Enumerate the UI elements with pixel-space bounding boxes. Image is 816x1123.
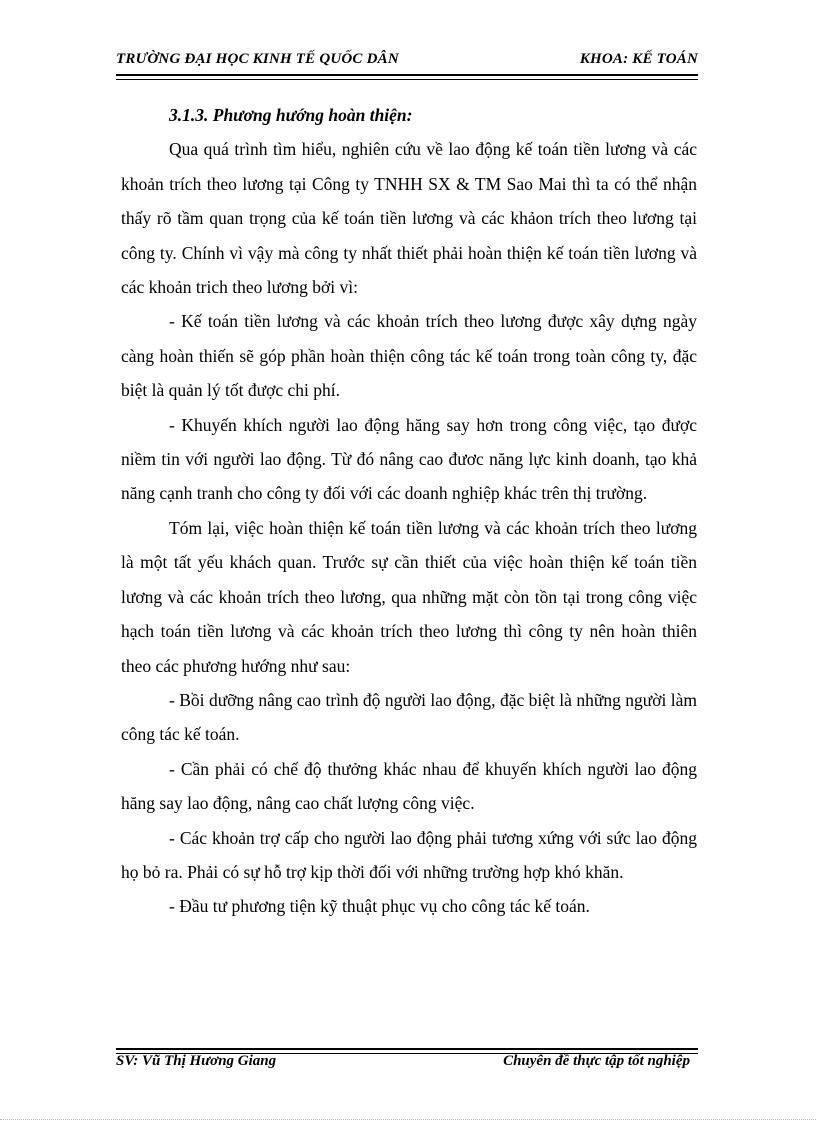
footer-student-name: SV: Vũ Thị Hương Giang [116,1053,277,1069]
bullet-item-2: - Khuyến khích người lao động hăng say hơn trong công việc, tạo được niềm tin với người lao động. Từ đó nâng cao đươc năng lực kinh doanh, tạo khả năng cạnh tranh cho công ty đối với các doanh nghiệp khác trên thị trường. [121,414,697,504]
page-bottom-edge [0,1119,816,1120]
bullet-item-3: - Bồi dưỡng nâng cao trình độ người lao động, đặc biệt là những người làm công tác kế toán. [121,689,697,745]
bullet-item-4: - Cần phải có chế độ thưởng khác nhau để khuyến khích người lao động hăng say lao động, nâng cao chất lượng công việc. [121,758,697,814]
header-university: TRƯỜNG ĐẠI HỌC KINH TẾ QUỐC DÂN [116,51,399,67]
section-title: 3.1.3. Phương hướng hoàn thiện: [169,105,413,125]
page-header [116,51,698,75]
page-footer [116,1053,698,1077]
header-rule [116,74,698,80]
paragraph-summary: Tóm lại, việc hoàn thiện kế toán tiền lương và các khoản trích theo lương là một tất yếu khách quan. Trước sự cần thiết của việc hoàn thiện kế toán tiền lương và các khoản trích theo lương, qua những mặt còn tồn tại trong công việc hạch toán tiền lương và các khoản trích theo lương thì công ty nên hoàn thiên theo các phương hướng như sau: [121,517,697,676]
footer-report-title: Chuyên đề thực tập tốt nghiệp [503,1053,690,1069]
document-body [121,98,697,924]
bullet-item-5: - Các khoản trợ cấp cho người lao động phải tương xứng với sức lao động họ bỏ ra. Phải có sự hỗ trợ kịp thời đối với những trường hợp khó khăn. [121,827,697,882]
paragraph-intro: Qua quá trình tìm hiểu, nghiên cứu về lao động kế toán tiền lương và các khoản trích theo lương tại Công ty TNHH SX & TM Sao Mai thì ta có thể nhận thấy rõ tầm quan trọng của kế toán tiền lương và các khảon trích theo lương tại công ty. Chính vì vậy mà công ty nhất thiết phải hoàn thiện kế toán tiền lương và các khoản trich theo lương bởi vì: [121,139,697,298]
bullet-item-6: - Đầu tư phương tiện kỹ thuật phục vụ cho công tác kế toán. [169,896,590,917]
bullet-item-1: - Kế toán tiền lương và các khoản trích theo lương được xây dựng ngày càng hoàn thiến sẽ góp phần hoàn thiện công tác kế toán trong toàn công ty, đặc biệt là quản lý tốt được chi phí. [121,311,697,401]
header-faculty: KHOA: KẾ TOÁN [579,51,698,67]
